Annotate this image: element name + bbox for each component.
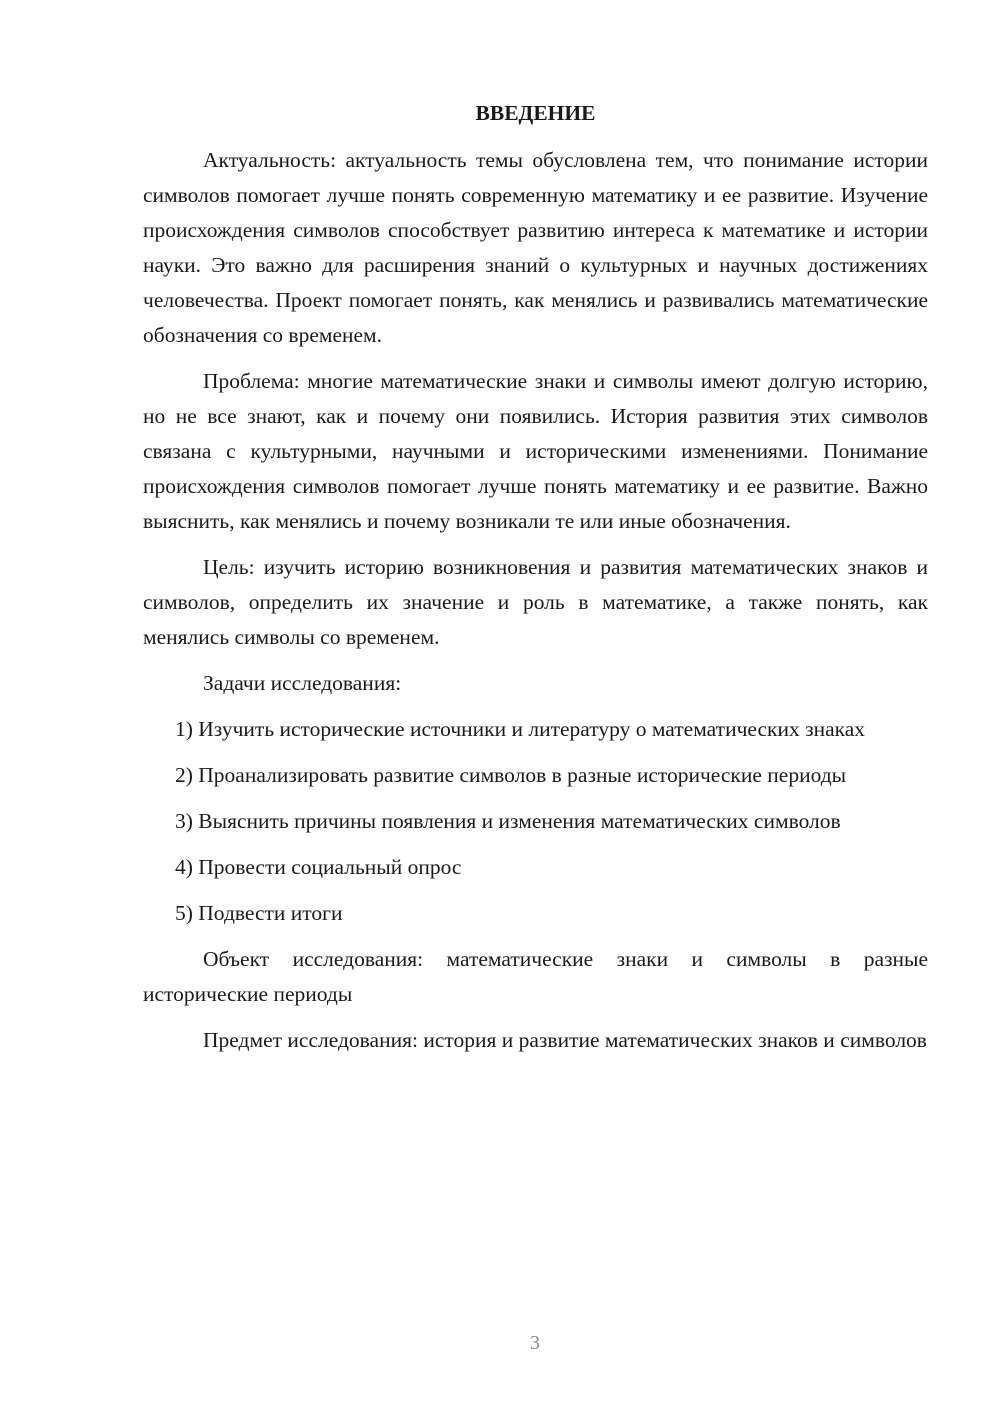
page-number: 3 bbox=[530, 1332, 540, 1354]
paragraph-object: Объект исследования: математические знаки и символы в разные исторические периоды bbox=[143, 947, 928, 1006]
task-item-4: 4) Провести социальный опрос bbox=[175, 855, 462, 879]
paragraph-subject: Предмет исследования: история и развитие математических знаков и символов bbox=[203, 1028, 927, 1052]
paragraph-relevance: Актуальность: актуальность темы обусловлена тем, что понимание истории символов помогает лучше понять современную математику и ее развитие. Изучение происхождения символов способствует развитию интереса к математике и истории науки. Это важно для расширения знаний о культурных и научных достижениях человечества. Проект помогает понять, как менялись и развивались математические обозначения со временем. bbox=[143, 148, 928, 347]
page-heading: ВВЕДЕНИЕ bbox=[475, 101, 596, 125]
task-item-5: 5) Подвести итоги bbox=[175, 901, 343, 925]
task-item-3: 3) Выяснить причины появления и изменения математических символов bbox=[175, 809, 841, 833]
tasks-heading: Задачи исследования: bbox=[203, 671, 402, 695]
document-page bbox=[143, 96, 928, 1058]
paragraph-goal: Цель: изучить историю возникновения и развития математических знаков и символов, определить их значение и роль в математике, а также понять, как менялись символы со временем. bbox=[143, 555, 928, 649]
task-item-2: 2) Проанализировать развитие символов в разные исторические периоды bbox=[175, 763, 847, 787]
paragraph-problem: Проблема: многие математические знаки и символы имеют долгую историю, но не все знают, как и почему они появились. История развития этих символов связана с культурными, научными и историческими изменениями. Понимание происхождения символов помогает лучше понять математику и ее развитие. Важно выяснить, как менялись и почему возникали те или иные обозначения. bbox=[143, 369, 928, 533]
task-item-1: 1) Изучить исторические источники и литературу о математических знаках bbox=[175, 717, 866, 741]
